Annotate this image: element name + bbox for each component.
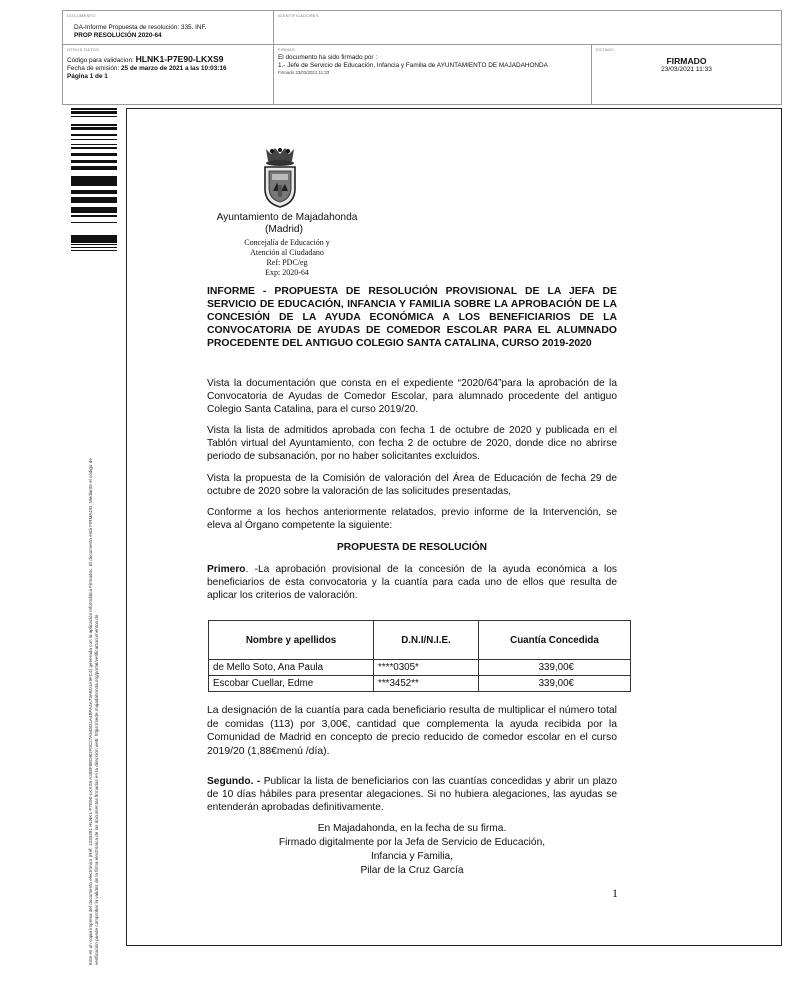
document-header [62, 10, 782, 105]
col-amount-header: Cuantía Concedida [479, 621, 631, 660]
letterhead-exp: Exp: 2020-64 [265, 268, 309, 277]
closing-block [207, 822, 617, 878]
verification-note-line2: verificación puede comprobar la validez de la firma electrónica de los documentos firmados en la dirección web: https://sede.majadahonda.org/portal/verificaDocumentos.do [94, 614, 99, 965]
doc-cell [63, 11, 274, 45]
signatures-label: FIRMAS [278, 47, 295, 52]
row-dni: ****0305* [374, 660, 479, 676]
signed-at: Firmado 23/03/2021 11:33 [278, 70, 330, 75]
row-amount: 339,00€ [479, 660, 631, 676]
paragraph-3: Vista la propuesta de la Comisión de valoración del Área de Educación de fecha 29 de octubre de 2020 sobre la valoración de las solicitudes presentadas, [207, 473, 617, 497]
emission-line: Fecha de emisión: 25 de marzo de 2021 a las 10:03:16 [67, 65, 227, 72]
row-name: de Mello Soto, Ana Paula [209, 660, 374, 676]
paragraph-4: Conforme a los hechos anteriormente relatados, previo informe de la Intervención, se eleva al Órgano competente la siguiente: [207, 507, 617, 531]
verification-note-line1: Este es un copia impresa del documento electrónico (Ref: 1333491 HLNK1-P7E90-LKXS9 A258F8ED6DF0C27A545D1A4BFA4A73A6D1A9FC4) generada con la aplicación informática Firmadoc. El documento está FIRMADO. Mediante el código de [88, 458, 93, 965]
col-name-header: Nombre y apellidos [209, 621, 374, 660]
status-label: ESTADO [596, 47, 614, 52]
letterhead-dept-1: Concejalía de Educación y [244, 238, 330, 247]
paragraph-2: Vista la lista de admitidos aprobada con fecha 1 de octubre de 2020 y publicada en el Tablón virtual del Ayuntamiento, con fecha 2 de octubre de 2020, donde dice no abrirse periodo de subsanación, por no haber solicitantes excluidos. [207, 425, 617, 462]
letterhead [207, 212, 367, 278]
ident-cell [274, 11, 781, 45]
signed-by-intro: El documento ha sido firmado por : [278, 54, 378, 61]
table-row [209, 676, 631, 692]
letterhead-name: Ayuntamiento de Majadahonda [216, 212, 358, 223]
other-data-cell [63, 45, 274, 104]
ident-label: IDENTIFICADORES [278, 13, 319, 18]
closing-line-1: En Majadahonda, en la fecha de su firma. [317, 823, 507, 834]
page-count: Página 1 de 1 [67, 73, 108, 80]
row-dni: ***3452** [374, 676, 479, 692]
paragraph-1: Vista la documentación que consta en el expediente “2020/64”para la aprobación de la Convocatoria de Ayudas de Comedor Escolar, para alumnado procedente del antiguo Colegio Santa Catalina, para el curso 2019/20. [207, 378, 617, 415]
row-name: Escobar Cuellar, Edme [209, 676, 374, 692]
designation-paragraph: La designación de la cuantía para cada beneficiario resulta de multiplicar el número total de comidas (113) por 3,00€, cantidad que complementa la ayuda recibida por la Comunidad de Madrid en concepto de precio reducido de comedor escolar en el curso 2019/20 (1,88€menú /día). [207, 705, 617, 757]
segundo-label: Segundo. - [207, 776, 261, 787]
letterhead-ref: Ref: PDC/eg [266, 258, 308, 267]
other-data-label: OTROS DATOS [67, 47, 100, 52]
page-number: 1 [612, 886, 618, 900]
letterhead-dept-2: Atención al Ciudadano [250, 248, 324, 257]
validation-line: Código para validacion: HLNK1-P7E90-LKXS9 [67, 54, 224, 64]
signer: 1.- Jefe de Servicio de Educación, Infancia y Familia de AYUNTAMIENTO DE MAJADAHONDA [278, 62, 548, 69]
status-date: 23/03/2021 11:33 [661, 66, 712, 73]
coat-of-arms-icon [260, 145, 300, 209]
primero-paragraph [207, 563, 617, 602]
table-header-row [209, 621, 631, 660]
row-amount: 339,00€ [479, 676, 631, 692]
validation-code: HLNK1-P7E90-LKXS9 [135, 54, 224, 64]
table-row [209, 660, 631, 676]
primero-label: Primero [207, 564, 246, 575]
letterhead-region: (Madrid) [265, 224, 303, 235]
proposal-heading: PROPUESTA DE RESOLUCIÓN [337, 542, 487, 553]
signer-name: Pilar de la Cruz García [360, 865, 464, 876]
segundo-text: Publicar la lista de beneficiarios con las cuantías concedidas y abrir un plazo de 10 días hábiles para presentar alegaciones. Si no hubiera alegaciones, las ayudas se entenderán aprobadas definitivamente. [207, 776, 617, 813]
document-title: INFORME - PROPUESTA DE RESOLUCIÓN PROVISIONAL DE LA JEFA DE SERVICIO DE EDUCACIÓN, INFANCIA Y FAMILIA SOBRE LA APROBACIÓN DE LA CONCESIÓN DE LA AYUDA ECONÓMICA A LOS BENEFICIARIOS DE LA CONVOCATORIA DE AYUDAS DE COMEDOR ESCOLAR PARA EL ALUMNADO PROCEDENTE DEL ANTIGUO COLEGIO SANTA CATALINA, CURSO 2019-2020 [207, 286, 617, 349]
barcode [71, 108, 117, 251]
closing-line-2: Firmado digitalmente por la Jefa de Servicio de Educación, [278, 837, 546, 848]
col-dni-header: D.N.I/N.I.E. [374, 621, 479, 660]
signatures-cell [274, 45, 592, 104]
status-cell [592, 45, 781, 104]
doc-label: DOCUMENTO [67, 13, 96, 18]
doc-subtitle: PROP RESOLUCIÓN 2020-64 [74, 32, 162, 39]
segundo-paragraph [207, 775, 617, 814]
status: FIRMADO [666, 56, 707, 66]
verification-note [88, 458, 100, 965]
primero-text: . -La aprobación provisional de la concesión de la ayuda económica a los beneficiarios de esta convocatoria y la cuantía para cada uno de ellos que resulta de aplicar los criterios de valoración. [207, 564, 617, 601]
closing-line-3: Infancia y Familia, [370, 851, 454, 862]
beneficiaries-table [208, 620, 631, 692]
doc-title: DA-Informe Propuesta de resolución: 335. INF. PROP RESOLUCIÓN 2020-64 [74, 24, 207, 39]
